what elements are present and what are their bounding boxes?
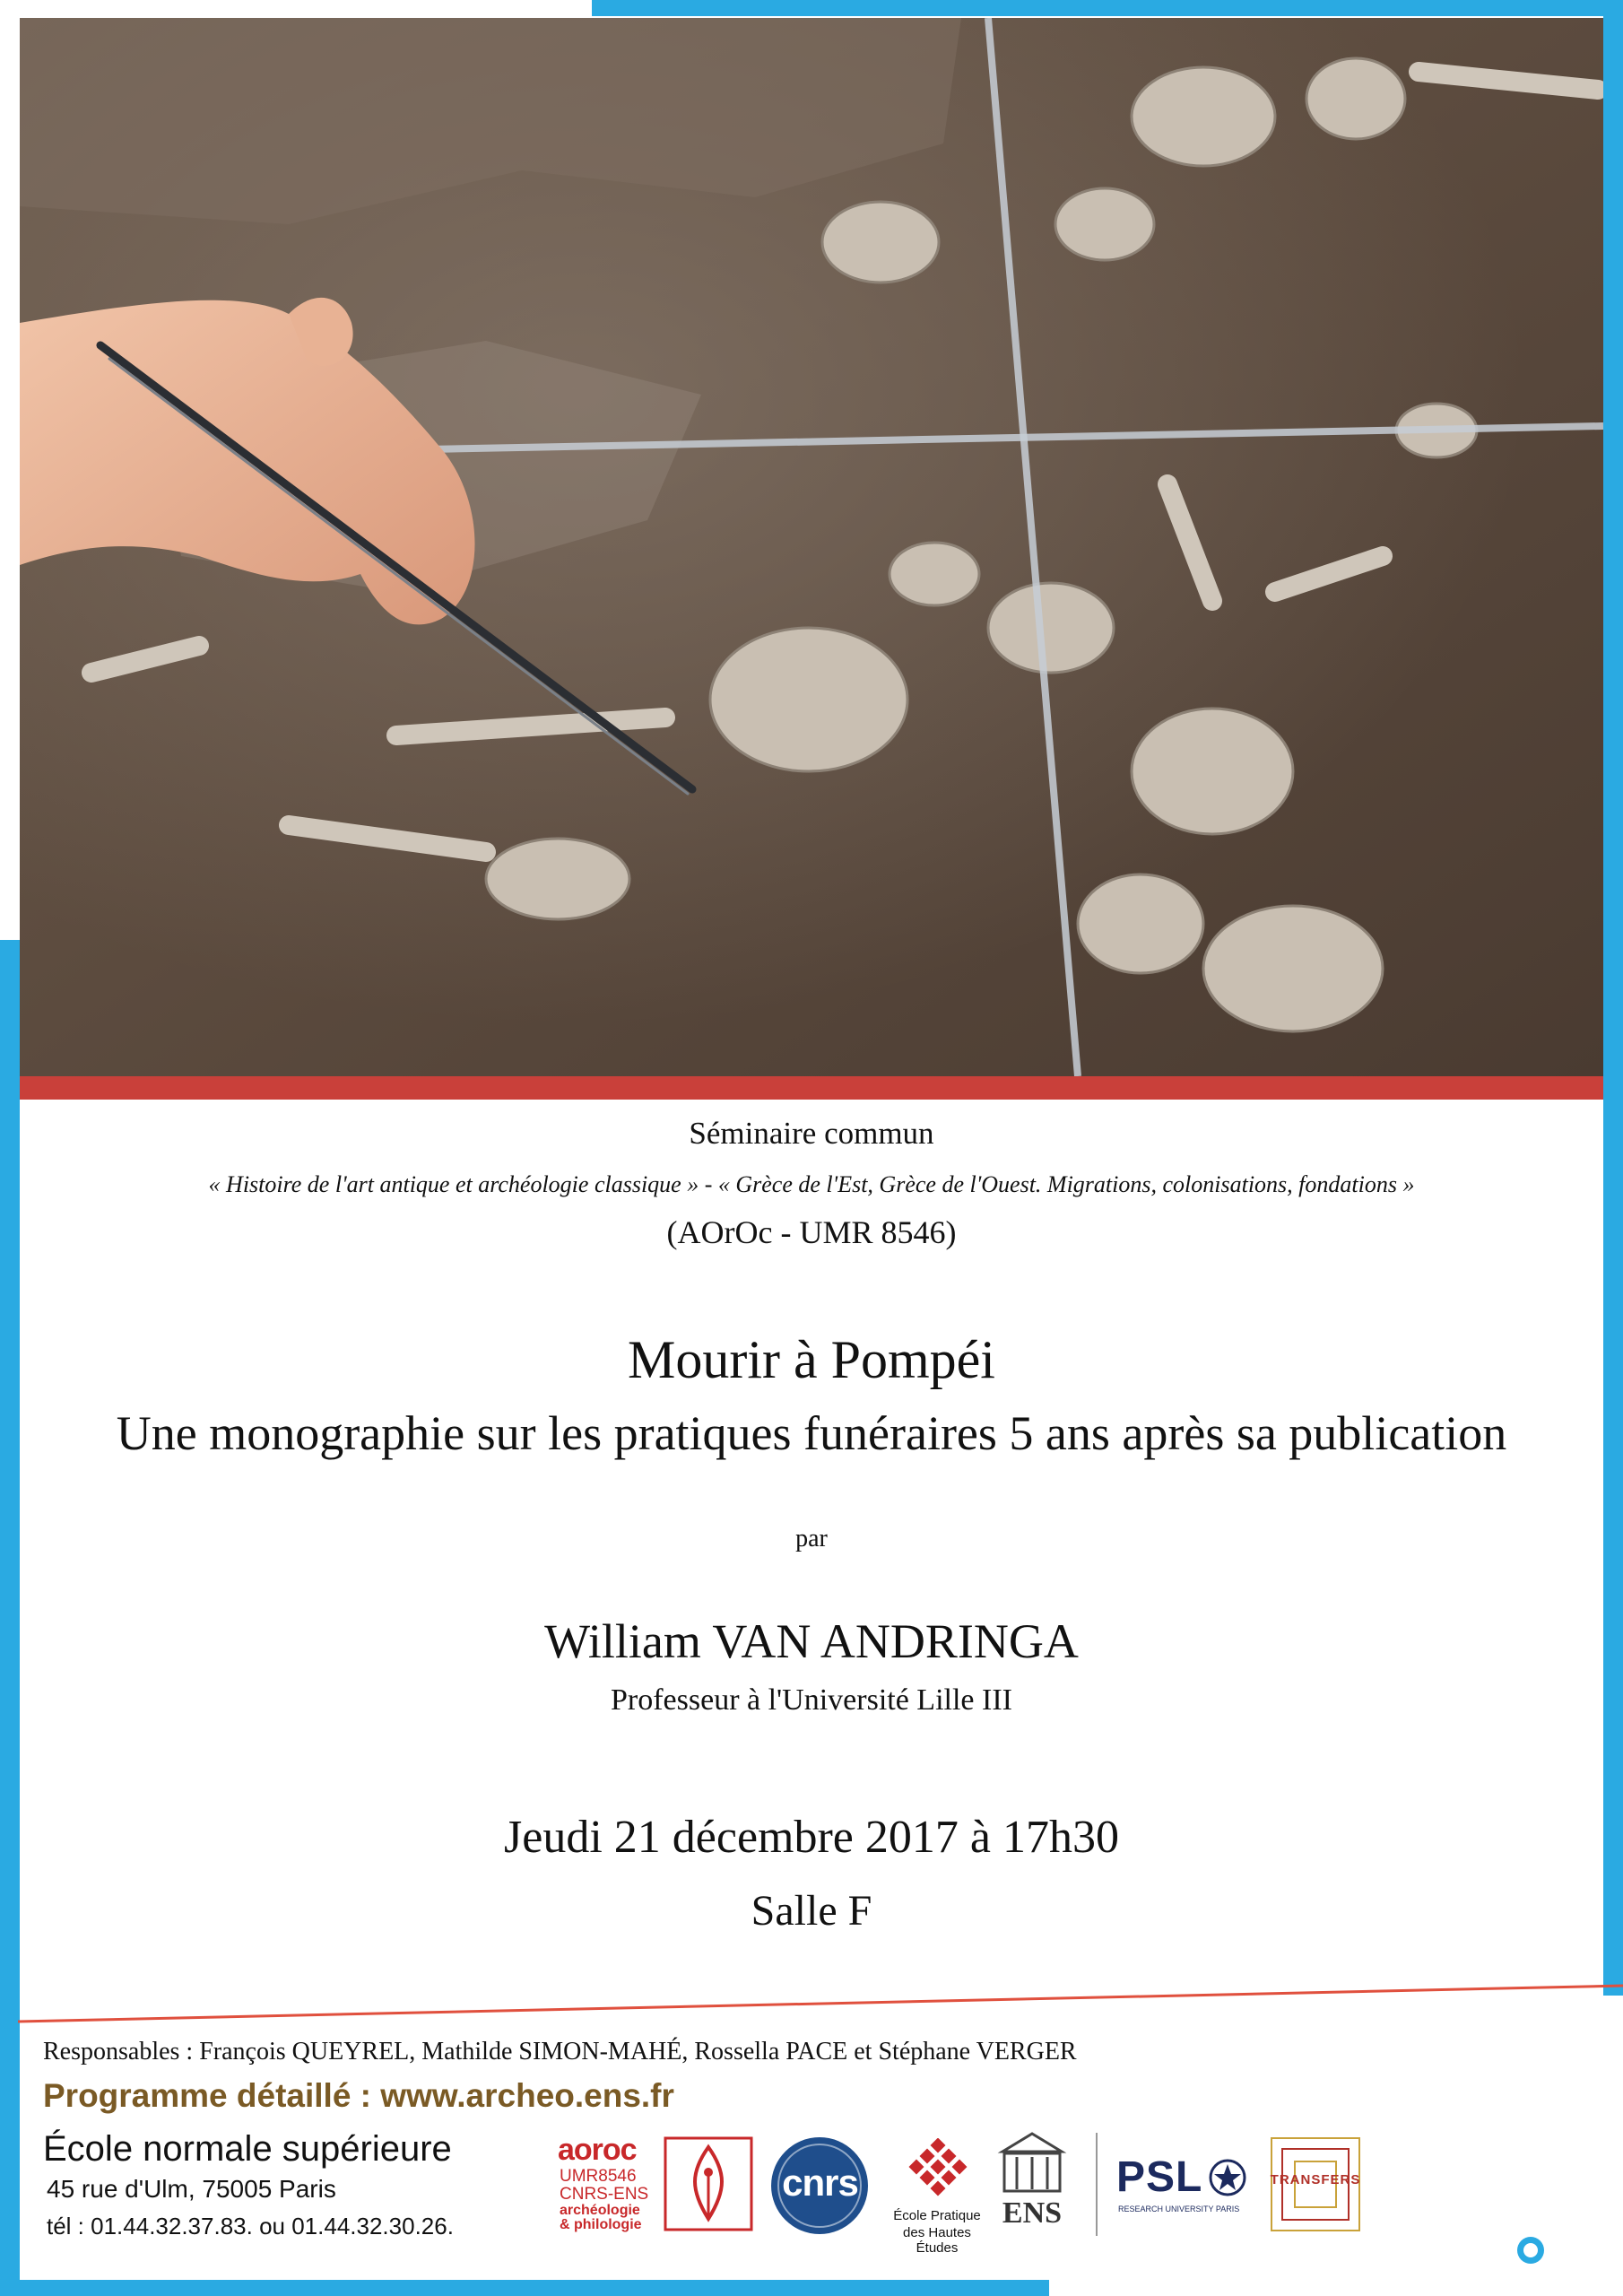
star-icon: [1208, 2158, 1247, 2197]
excavation-photo: [20, 18, 1603, 1076]
institution-address: 45 rue d'Ulm, 75005 Paris: [47, 2175, 336, 2203]
frame-top-bar: [592, 0, 1623, 16]
aoroc-wordmark: aoroc: [558, 2133, 637, 2167]
aoroc-logo: [558, 2133, 755, 2231]
logo-separator: [1096, 2133, 1098, 2236]
institution-phone: tél : 01.44.32.37.83. ou 01.44.32.30.26.: [47, 2213, 454, 2239]
speaker-name: William VAN ANDRINGA: [544, 1614, 1079, 1668]
aoroc-line1: UMR8546: [560, 2167, 637, 2186]
institution-name: École normale supérieure: [43, 2129, 452, 2169]
aoroc-line2: CNRS-ENS: [560, 2185, 649, 2204]
seminar-unit: (AOrOc - UMR 8546): [666, 1214, 957, 1250]
talk-by: par: [795, 1525, 828, 1552]
transfers-logo: [1266, 2133, 1365, 2236]
seminar-kind: Séminaire commun: [689, 1116, 934, 1151]
talk-subtitle: Une monographie sur les pratiques funéraires 5 ans après sa publication: [116, 1406, 1507, 1460]
pen-nib-icon: [664, 2136, 753, 2231]
programme-link[interactable]: Programme détaillé : www.archeo.ens.fr: [43, 2077, 674, 2114]
event-date: Jeudi 21 décembre 2017 à 17h30: [504, 1812, 1119, 1863]
responsables-line: Responsables : François QUEYREL, Mathilde SIMON-MAHÉ, Rossella PACE et Stéphane VERGER: [43, 2038, 1077, 2066]
frame-bottom-bar: [0, 2280, 1049, 2296]
transfers-wordmark: TRANSFERS: [1270, 2172, 1361, 2187]
ens-building-icon: [995, 2130, 1069, 2195]
psl-wordmark: PSL: [1116, 2153, 1203, 2201]
ephe-line1: École Pratique: [893, 2208, 981, 2223]
psl-logo: [1116, 2152, 1251, 2224]
ephe-line2: des Hautes Études: [903, 2225, 971, 2256]
red-divider-band: [20, 1076, 1603, 1100]
ephe-diamond-icon: [908, 2138, 968, 2197]
footer-divider-line: [18, 1982, 1623, 2027]
cnrs-wordmark: cnrs: [782, 2161, 858, 2204]
badge-icon: [1515, 2235, 1546, 2266]
psl-tagline: RESEARCH UNIVERSITY PARIS: [1118, 2205, 1240, 2213]
ephe-logo: [883, 2135, 991, 2256]
aoroc-line4: & philologie: [560, 2217, 642, 2232]
ens-wordmark: ENS: [1002, 2196, 1063, 2230]
aoroc-line3: archéologie: [560, 2203, 640, 2218]
seminar-series: « Histoire de l'art antique et archéologie classique » - « Grèce de l'Est, Grèce de l'Ouest. Migrations, colonisations, fondations »: [208, 1171, 1415, 1197]
cnrs-logo: [768, 2135, 872, 2238]
event-room: Salle F: [751, 1887, 872, 1935]
talk-title: Mourir à Pompéi: [628, 1330, 995, 1389]
speaker-affiliation: Professeur à l'Université Lille III: [611, 1683, 1012, 1717]
ens-logo: [995, 2130, 1069, 2247]
